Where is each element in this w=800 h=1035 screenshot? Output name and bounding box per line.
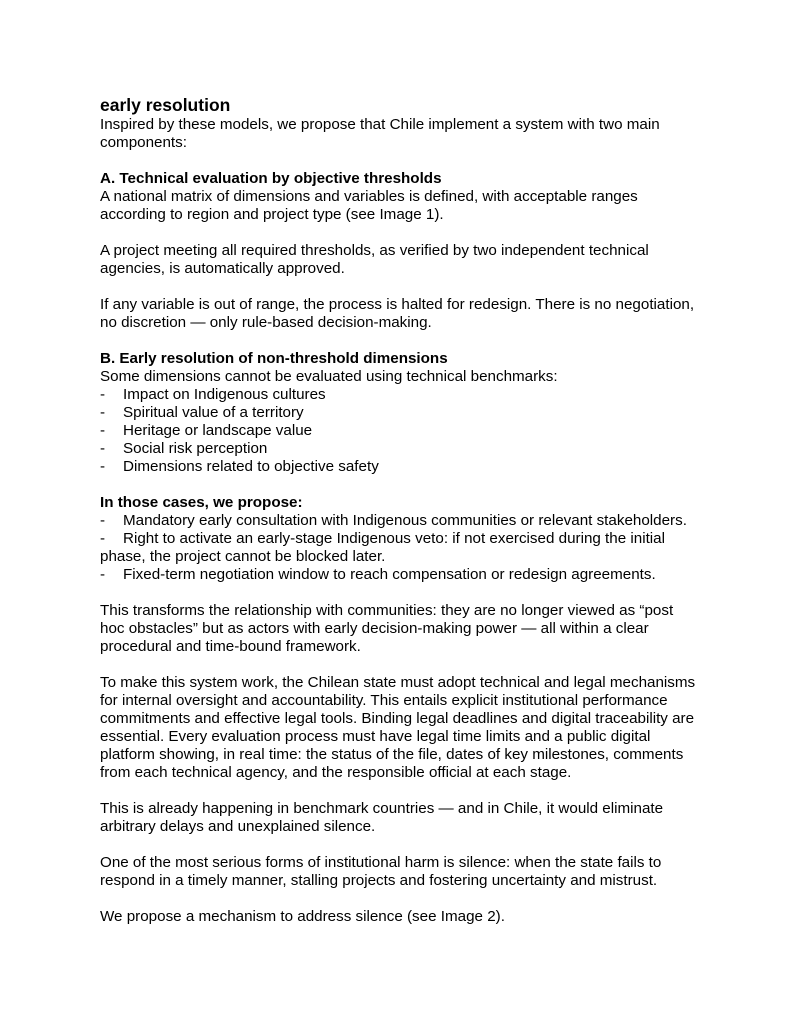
list-item [100,422,700,440]
closing-paragraph-4: One of the most serious forms of institutional harm is silence: when the state fails to respond in a timely manner, stalling projects and fostering uncertainty and mistrust. [100,854,662,889]
dash-bullet-icon: - [100,422,106,439]
proposal-list [100,512,700,584]
list-item [100,386,700,404]
part-a-paragraph-3: If any variable is out of range, the process is halted for redesign. There is no negotiation, no discretion — only rule-based decision-making. [100,296,695,331]
dash-bullet-icon: - [100,530,106,547]
list-item [100,440,700,458]
list-item [100,512,700,530]
spacer [100,584,700,602]
dash-bullet-icon: - [100,512,106,529]
spacer [100,782,700,800]
spacer [100,278,700,296]
list-item-text: Spiritual value of a territory [123,404,304,421]
list-item-text: Right to activate an early-stage Indigenous veto: if not exercised during the initial phase, the project cannot be blocked later. [100,530,666,565]
spacer [100,890,700,908]
list-item-text: Heritage or landscape value [123,422,313,439]
list-item-text: Impact on Indigenous cultures [123,386,326,403]
part-a-paragraph-2: A project meeting all required thresholds, as verified by two independent technical agencies, is automatically approved. [100,242,649,277]
document-page [100,95,700,926]
list-item [100,566,700,584]
intro-paragraph: Inspired by these models, we propose that Chile implement a system with two main components: [100,116,660,151]
list-item [100,458,700,476]
dash-bullet-icon: - [100,386,106,403]
list-item-text: Mandatory early consultation with Indigenous communities or relevant stakeholders. [123,512,687,529]
part-a-paragraph-1: A national matrix of dimensions and variables is defined, with acceptable ranges according to region and project type (see Image 1). [100,188,638,223]
dash-bullet-icon: - [100,458,106,475]
closing-paragraph-3: This is already happening in benchmark countries — and in Chile, it would eliminate arbitrary delays and unexplained silence. [100,800,664,835]
list-item-text: Social risk perception [123,440,268,457]
list-item-text: Fixed-term negotiation window to reach compensation or redesign agreements. [123,566,656,583]
closing-paragraph-1: This transforms the relationship with communities: they are no longer viewed as “post hoc obstacles” but as actors with early decision-making power — all within a clear procedural and time-bound framework. [100,602,674,655]
part-a-heading: A. Technical evaluation by objective thresholds [100,170,442,187]
non-threshold-dimensions-list [100,386,700,476]
closing-paragraph-5: We propose a mechanism to address silence (see Image 2). [100,908,505,925]
section-title: early resolution [100,95,231,115]
spacer [100,476,700,494]
spacer [100,656,700,674]
spacer [100,836,700,854]
list-item-text: Dimensions related to objective safety [123,458,379,475]
spacer [100,224,700,242]
dash-bullet-icon: - [100,440,106,457]
spacer [100,332,700,350]
part-b-heading: B. Early resolution of non-threshold dimensions [100,350,448,367]
proposal-heading: In those cases, we propose: [100,494,303,511]
list-item [100,530,700,566]
list-item [100,404,700,422]
spacer [100,152,700,170]
dash-bullet-icon: - [100,566,106,583]
closing-paragraph-2: To make this system work, the Chilean state must adopt technical and legal mechanisms for internal oversight and accountability. This entails explicit institutional performance commitments and effective legal tools. Binding legal deadlines and digital traceability are essential. Every evaluation process must have legal time limits and a public digital platform showing, in real time: the status of the file, dates of key milestones, comments from each technical agency, and the responsible official at each stage. [100,674,696,781]
part-b-lead: Some dimensions cannot be evaluated using technical benchmarks: [100,368,558,385]
dash-bullet-icon: - [100,404,106,421]
